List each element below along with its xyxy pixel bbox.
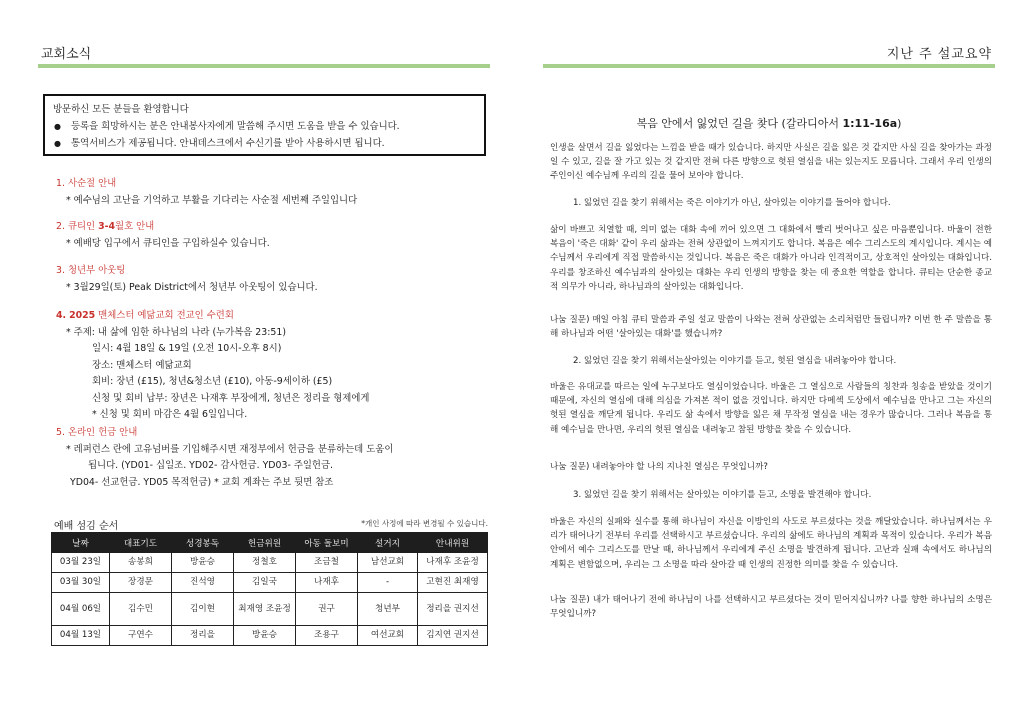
announcement-title: 3. 청년부 아웃팅	[56, 265, 126, 276]
announcement-title: 1. 사순절 안내	[56, 178, 117, 189]
announcement-3	[56, 263, 486, 296]
sermon-point-2: 2. 잃었던 길을 찾기 위해서는살아있는 이야기를 듣고, 헛된 열심을 내려놓아야 합니다.	[573, 356, 897, 366]
sermon-title: 복음 안에서 잃었던 길을 찾다 (갈라디아서 1:11-16a)	[636, 117, 902, 130]
column-header: 설거지	[358, 533, 418, 553]
sermon-point-1: 1. 잃었던 길을 찾기 위해서는 죽은 이야기가 아닌, 살아있는 이야기를 들어야 합니다.	[573, 198, 891, 208]
column-header: 헌금위원	[234, 533, 296, 553]
column-header: 아동 돌보미	[296, 533, 358, 553]
worship-schedule-table	[51, 532, 488, 646]
table-row: 04월 06일 김수민 김이현 최재영 조윤정 권구 청년부 정리을 권지선	[52, 593, 488, 626]
announcement-1	[56, 176, 486, 209]
schedule-title: 예배 섬김 순서	[54, 521, 119, 532]
sermon-body-2: 바울은 유대교를 따르는 일에 누구보다도 열심이었습니다. 바울은 그 열심으로 사람들의 칭찬과 칭송을 받았을 것이기 때문에, 자신의 열심에 대해 의심을 가져본 적이 없을 것입니다. 하지만 다메섹 도상에서 예수님을 만나고 그는 자신의 헛된 열심을 깨닫게 됩니다. 우리도 삶 속에서 방향을 잃은 채 무작정 열심을 내는 경우가 많습니다. 그러나 복음을 통해 예수님을 만나면, 우리의 헛된 열심을 내려놓고 참된 방향을 찾을 수 있습니다.	[550, 382, 992, 435]
column-header: 대표기도	[110, 533, 172, 553]
schedule-note: *개인 사정에 따라 변경될 수 있습니다.	[361, 519, 488, 528]
announcement-title: 5. 온라인 헌금 안내	[56, 427, 138, 438]
announcement-5	[56, 425, 486, 491]
announcement-body: * 주제: 내 삶에 임한 하나님의 나라 (누가복음 23:51) 일시: 4월 18일 & 19일 (오전 10시-오후 8시) 장소: 맨체스터 예닮교회 회비: 장년 (£15), 청년&청소년 (£10), 아동-9세이하 (£5) 신청 및 회비 납부: 장년은 나재후 부장에게, 청년은 정리을 형제에게 * 신청 및 회비 마감은 4월 6일입니다.	[66, 326, 370, 420]
sermon-point-3: 3. 잃었던 길을 찾기 위해서는 살아있는 이야기를 듣고, 소명을 발견해야 합니다.	[573, 490, 872, 500]
table-row: 03월 30일 장경문 진석영 김일국 나재후 - 고현진 최재영	[52, 573, 488, 593]
sermon-summary-page	[543, 0, 995, 725]
table-header-row	[52, 533, 488, 553]
announcement-2	[56, 219, 486, 252]
welcome-box	[43, 94, 486, 156]
column-header: 성경봉독	[172, 533, 234, 553]
church-news-page	[38, 0, 490, 725]
announcement-title: 4. 2025 맨체스터 예닮교회 전교인 수련회	[56, 310, 234, 321]
column-header: 날짜	[52, 533, 110, 553]
table-row: 03월 23일 송봉희 방윤승 정철호 조금철 남선교회 나재후 조윤정	[52, 553, 488, 573]
welcome-list	[53, 118, 476, 152]
column-header: 안내위원	[418, 533, 488, 553]
header-rule	[543, 64, 995, 68]
announcement-4	[56, 308, 486, 424]
welcome-item: ● 통역서비스가 제공됩니다. 안내데스크에서 수신기를 받아 사용하시면 됩니다.	[53, 135, 476, 152]
welcome-title: 방문하신 모든 분들을 환영합니다	[53, 104, 189, 115]
announcement-body: * 예배당 입구에서 큐티인을 구입하실수 있습니다.	[66, 237, 270, 249]
page-header: 지난 주 설교요약	[886, 47, 992, 62]
welcome-item: ● 등록을 희망하시는 분은 안내봉사자에게 말씀해 주시면 도움을 받을 수 있습니다.	[53, 118, 476, 135]
discussion-question-1: 나눔 질문) 매일 아침 큐티 말씀과 주일 설교 말씀이 나와는 전혀 상관없는 소리처럼만 들립니까? 이번 한 주 말씀을 통해 하나님과 어떤 '살아있는 대화'를 했습니까?	[550, 315, 992, 340]
sermon-intro: 인생을 살면서 길을 잃었다는 느낌을 받을 때가 있습니다. 하지만 사실은 길을 잃은 것 같지만 사실 길을 찾아가는 과정일 수 있고, 길을 잘 가고 있는 것 같지만 전혀 다른 방향으로 헛된 열심을 내는 있는지도 모릅니다. 그래서 우리 인생의 주인이신 예수님께 우리의 길을 물어 보아야 합니다.	[550, 143, 992, 182]
page-header: 교회소식	[41, 47, 92, 62]
sermon-body-3: 바울은 자신의 실패와 실수를 통해 하나님이 자신을 이방인의 사도로 부르셨다는 것을 깨달았습니다. 하나님께서는 우리가 태어나기 전부터 우리를 선택하시고 부르셨습니다. 우리의 삶에도 하나님의 계획과 목적이 있습니다. 우리가 복음 안에서 예수 그리스도를 만날 때, 하나님께서 우리에게 주신 소명을 발견하게 됩니다. 고난과 실패 속에서도 하나님의 계획은 변함없으며, 우리는 그 소명을 따라 살아갈 때 인생의 진정한 의미를 찾을 수 있습니다.	[550, 517, 992, 570]
table-row: 04월 13일 구연수 정리을 방윤승 조용구 여선교회 김지연 권지선	[52, 626, 488, 646]
sermon-body-1: 삶이 바쁘고 치열할 때, 의미 없는 대화 속에 끼어 있으면 그 대화에서 빨리 벗어나고 싶은 마음뿐입니다. 바울이 전한 복음이 '죽은 대화' 같이 우리 삶과는 전혀 상관없이 느껴지기도 합니다. 복음은 예수 그리스도의 계시입니다. 계시는 예수님께서 우리에게 직접 말씀하시는 것입니다. 복음은 죽은 대화가 아니라 인격적이고, 상호적인 살아있는 대화입니다. 우리를 창조하신 예수님과의 살아있는 대화는 우리 인생의 방향을 찾는 데 중요한 역할을 합니다. 큐티는 단순한 종교적 의무가 아니라, 하나님과의 살아있는 대화입니다.	[550, 225, 992, 292]
discussion-question-2: 나눔 질문) 내려놓아야 할 나의 지나친 열심은 무엇입니까?	[550, 462, 768, 472]
announcement-title: 2. 큐티인 3-4월호 안내	[56, 221, 155, 232]
announcement-body: * 3월29일(토) Peak District에서 청년부 아웃팅이 있습니다.	[66, 281, 318, 293]
announcement-body: * 예수님의 고난을 기억하고 부활을 기다리는 사순절 세번째 주일입니다	[66, 194, 358, 206]
header-rule	[38, 64, 490, 68]
discussion-question-3: 나눔 질문) 내가 태어나기 전에 하나님이 나를 선택하시고 부르셨다는 것이 믿어지십니까? 나를 향한 하나님의 소명은 무엇입니까?	[550, 595, 992, 620]
announcement-body: * 레퍼런스 란에 고유넘버를 기입해주시면 재정부에서 헌금을 분류하는데 도움이 됩니다. (YD01- 십일조. YD02- 감사헌금. YD03- 주일헌금. YD04- 선교헌금. YD05 목적헌금) * 교회 계좌는 주보 뒷면 참조	[66, 443, 394, 488]
